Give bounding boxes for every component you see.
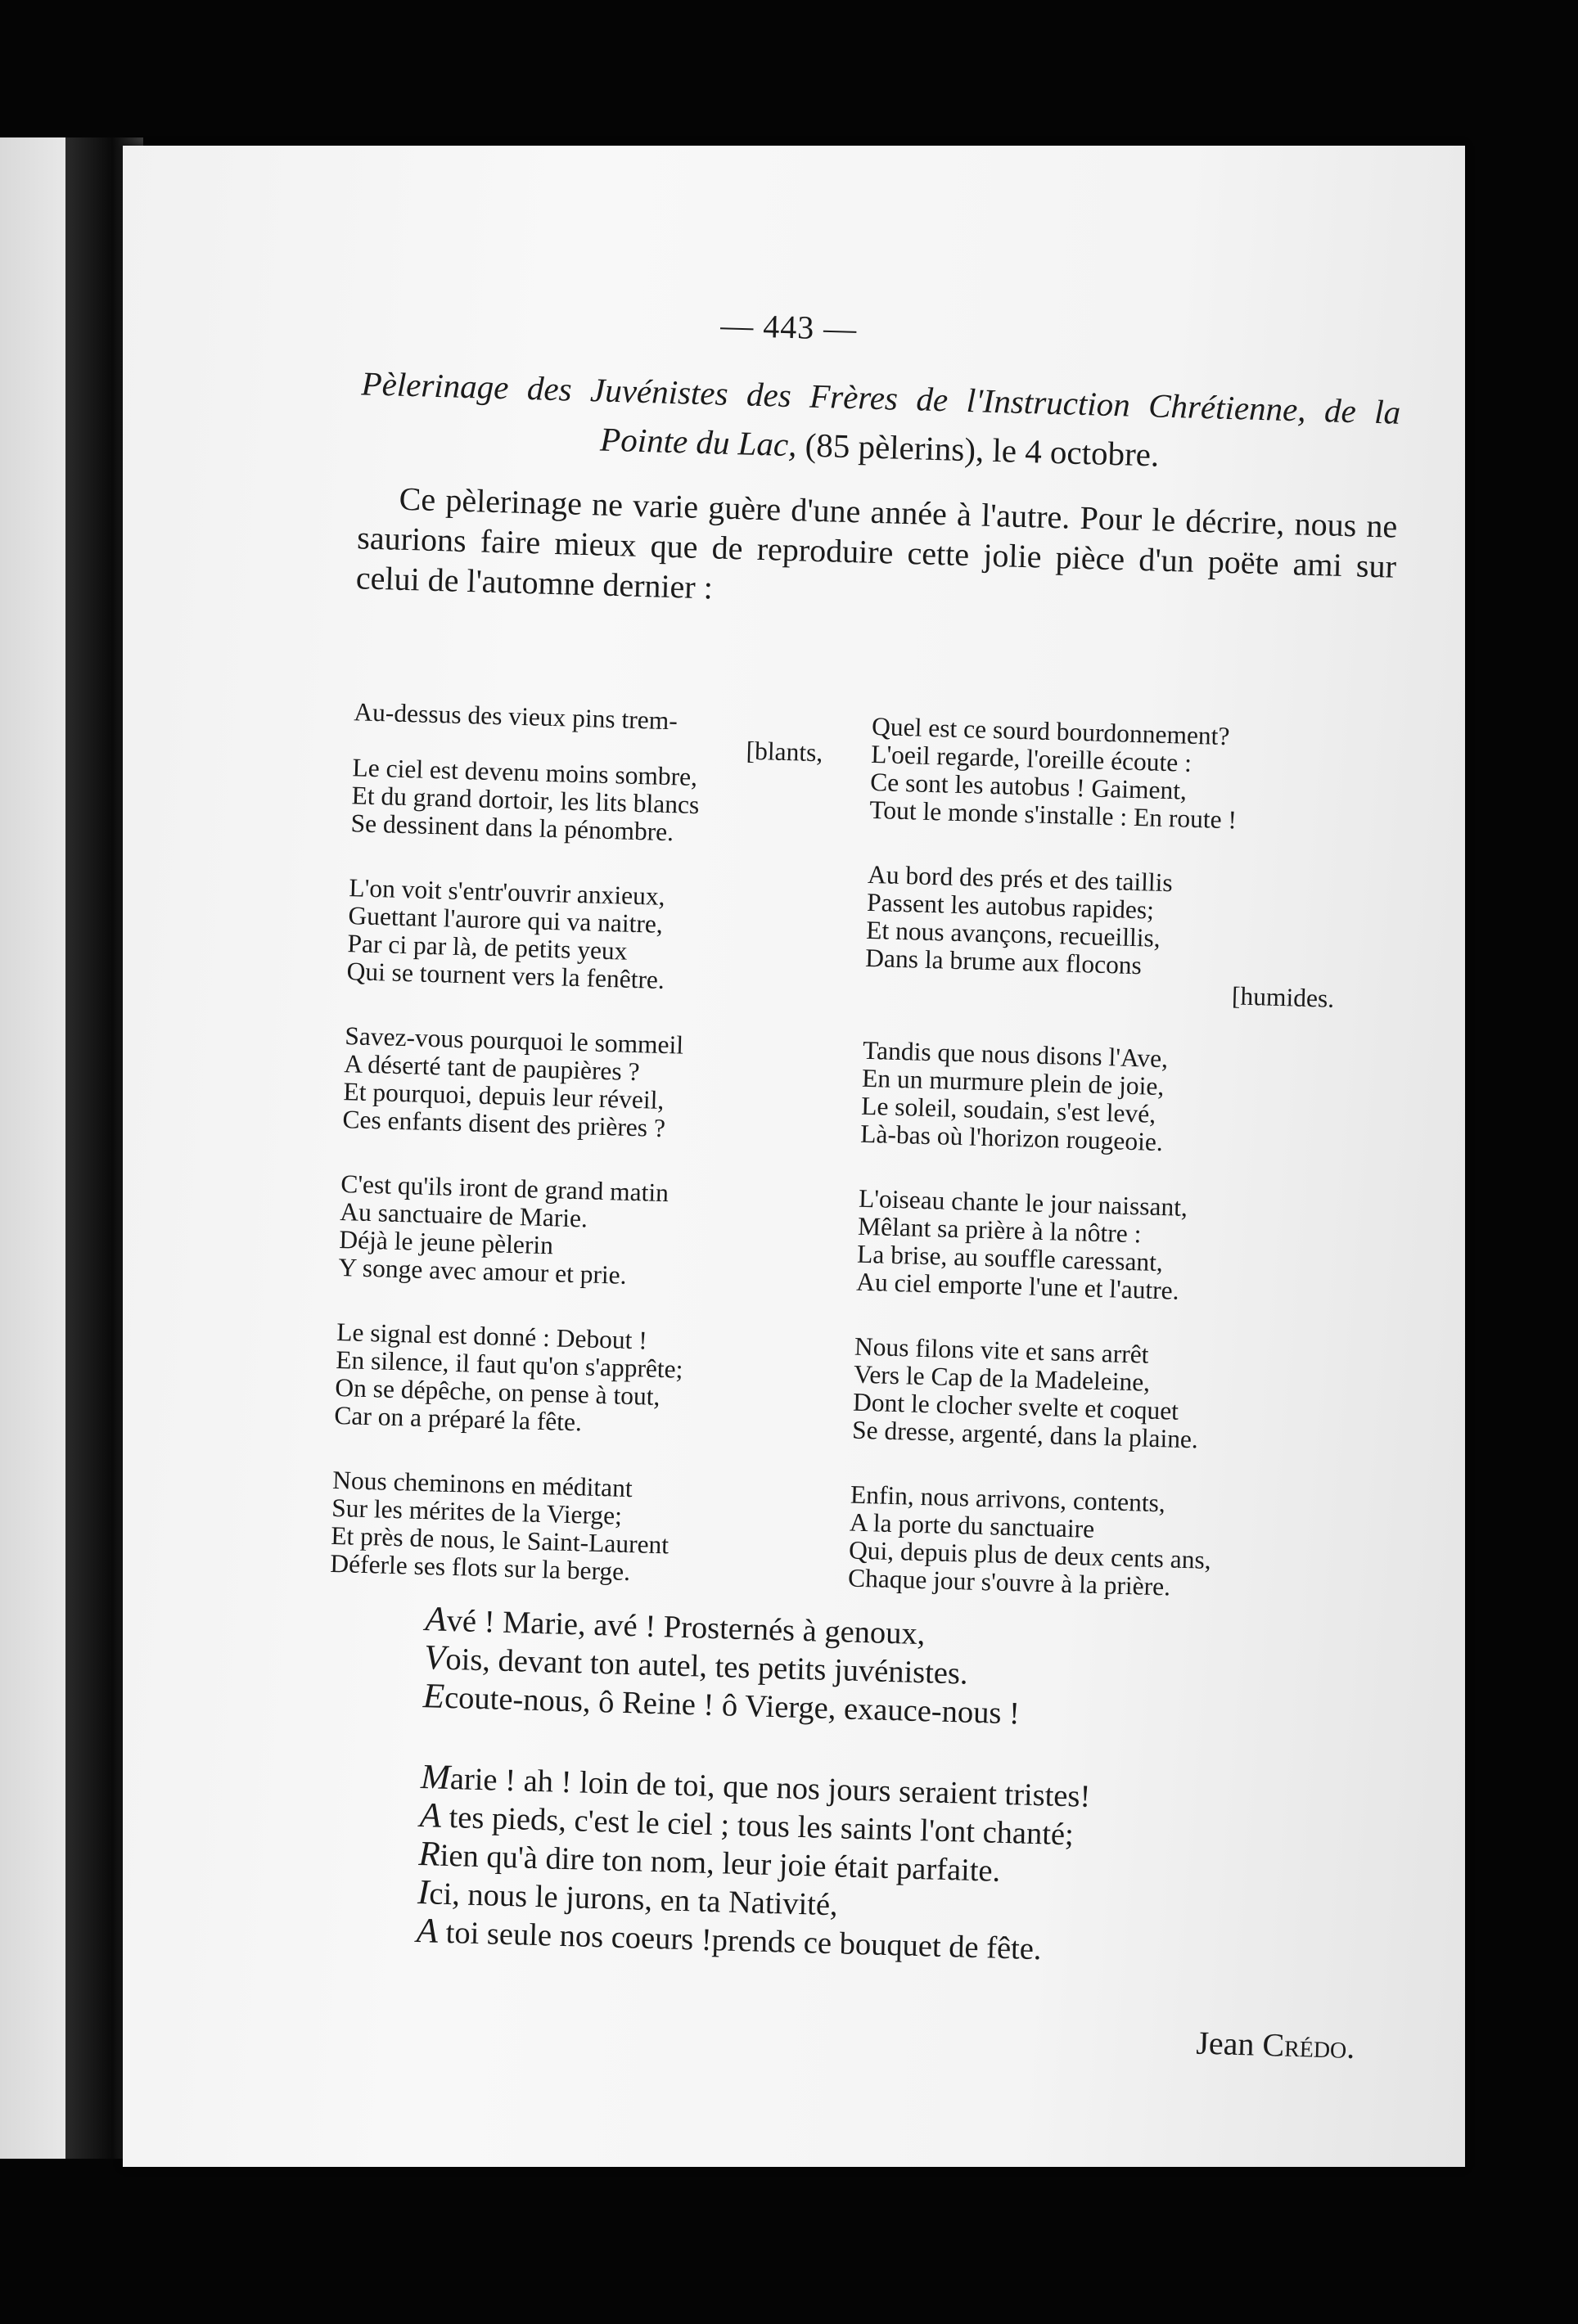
- acrostic-text: coute-nous, ô Reine ! ô Vierge, exauce-nous !: [444, 1680, 1021, 1732]
- poem-line: Au ciel emporte l'une et l'autre.: [855, 1267, 1180, 1305]
- poem-line: Là-bas où l'horizon rougeoie.: [859, 1119, 1164, 1157]
- acrostic-stanza: [416, 1759, 1362, 1977]
- poem-line: Car on a préparé la fête.: [333, 1400, 583, 1437]
- acrostic-initial: R: [417, 1835, 441, 1874]
- poem-stanza: [346, 874, 824, 998]
- poem-line: Chaque jour s'ouvre à la prière.: [847, 1563, 1171, 1601]
- poem-line: En silence, il faut qu'on s'apprête;: [335, 1344, 683, 1384]
- acrostic-text: ois, devant ton autel, tes petits juvénistes.: [444, 1642, 969, 1691]
- poem-stanza: [848, 1481, 1326, 1606]
- poem-line: Tandis que nous disons l'Ave,: [862, 1035, 1169, 1074]
- poem-line: Le soleil, soudain, s'est levé,: [860, 1091, 1156, 1128]
- poem-stanza: [342, 1022, 820, 1146]
- poem-stanza: [350, 698, 829, 850]
- poem-stanza: [330, 1466, 808, 1591]
- poem-line: Qui, depuis plus de deux cents ans,: [848, 1535, 1212, 1574]
- poem-line: Nous filons vite et sans arrêt: [854, 1331, 1149, 1369]
- acrostic-initial: A: [424, 1600, 448, 1639]
- intro-paragraph: Ce pèlerinage ne varie guère d'une année à l'autre. Pour le décrire, nous ne saurions faire mieux que de reproduire cette jolie pièce d'un poëte ami sur celui de l'automne dernier :: [355, 480, 1398, 606]
- acrostic-initial: A: [416, 1911, 439, 1951]
- poem-line: Quel est ce sourd bourdonnement?: [871, 711, 1230, 751]
- page-number: — 443 —: [719, 306, 858, 348]
- poem-line: Et près de nous, le Saint-Laurent: [330, 1520, 670, 1560]
- author-first-name: Jean: [1195, 2024, 1264, 2063]
- poem-acrostic: [415, 1601, 1367, 2020]
- acrostic-text: vé ! Marie, avé ! Prosternés à genoux,: [446, 1603, 926, 1652]
- poem-line: Nous cheminons en méditant: [331, 1465, 633, 1503]
- heading-date: (85 pèlerins), le 4 octobre.: [796, 426, 1160, 474]
- poem-line: Et du grand dortoir, les lits blancs: [351, 781, 700, 820]
- poem-line: Déferle ses flots sur la berge.: [329, 1548, 631, 1587]
- acrostic-initial: M: [420, 1758, 451, 1798]
- acrostic-initial: A: [419, 1796, 442, 1835]
- poem-line: Vers le Cap de la Madeleine,: [853, 1359, 1151, 1397]
- article-heading: [359, 358, 1401, 485]
- acrostic-text: ien qu'à dire ton nom, leur joie était parfaite.: [440, 1838, 1001, 1889]
- poem-line: Au sanctuaire de Marie.: [339, 1197, 588, 1233]
- poem-line: A la porte du sanctuaire: [849, 1507, 1095, 1543]
- poem-line: Au bord des prés et des taillis: [867, 859, 1174, 898]
- poem-line: Ces enfants disent des prières ?: [342, 1105, 666, 1143]
- poem-line: Par ci par là, de petits yeux: [347, 929, 628, 966]
- poem-line: On se dépêche, on pense à tout,: [334, 1372, 661, 1412]
- poem-line: [blants,: [746, 736, 823, 768]
- poem-line: Dans la brume aux flocons: [864, 943, 1143, 980]
- poem-stanza: [334, 1318, 812, 1443]
- poem-line: L'oiseau chante le jour naissant,: [858, 1183, 1188, 1222]
- poem-line: Mêlant sa prière à la nôtre :: [857, 1211, 1142, 1249]
- poem-line: Le ciel est devenu moins sombre,: [352, 753, 698, 792]
- poem-stanza: [864, 861, 1343, 1013]
- poem-line: Et nous avançons, recueillis,: [865, 915, 1161, 953]
- acrostic-text: ci, nous le jurons, en ta Nativité,: [428, 1876, 839, 1923]
- poem-stanza: [860, 1037, 1338, 1161]
- poem-line: La brise, au souffle caressant,: [856, 1239, 1164, 1277]
- poem-line: C'est qu'ils iront de grand matin: [340, 1169, 670, 1208]
- poem-line: Et pourquoi, depuis leur réveil,: [343, 1077, 665, 1115]
- acrostic-text: toi seule nos coeurs !prends ce bouquet de fête.: [437, 1915, 1043, 1967]
- poem-line: Sur les mérites de la Vierge;: [331, 1493, 623, 1530]
- poem-line: Guettant l'aurore qui va naitre,: [348, 901, 664, 939]
- acrostic-initial: I: [417, 1873, 431, 1912]
- page-content: [66, 127, 1464, 2185]
- acrostic-text: tes pieds, c'est le ciel ; tous les saints l'ont chanté;: [440, 1799, 1075, 1853]
- author-last-name: Crédo.: [1261, 2025, 1356, 2066]
- poem-column-right: [846, 713, 1346, 1642]
- poem-line: Se dresse, argenté, dans la plaine.: [851, 1415, 1199, 1454]
- poem-line: Déjà le jeune pèlerin: [338, 1225, 554, 1260]
- poem-line: Tout le monde s'installe : En route !: [868, 795, 1238, 835]
- poem-line: En un murmure plein de joie,: [861, 1063, 1165, 1101]
- poem-line: [humides.: [1231, 981, 1335, 1013]
- poem-line: Le signal est donné : Debout !: [336, 1317, 648, 1355]
- acrostic-initial: E: [422, 1677, 445, 1716]
- acrostic-initial: V: [423, 1638, 447, 1678]
- poem-stanza: [869, 713, 1347, 837]
- heading-italic: Pèlerinage des Juvénistes des Frères de l'Instruction Chrétienne, de la Pointe du Lac,: [361, 364, 1401, 464]
- book-page: [123, 146, 1465, 2167]
- poem-line: Au-dessus des vieux pins trem-: [353, 697, 679, 736]
- author-signature: [839, 2013, 1355, 2066]
- poem-column-left: [329, 698, 829, 1628]
- poem-line: L'on voit s'entr'ouvrir anxieux,: [348, 873, 666, 911]
- poem-line: Dont le clocher svelte et coquet: [852, 1387, 1179, 1425]
- poem-line: Y songe avec amour et prie.: [338, 1253, 628, 1290]
- poem-line: Passent les autobus rapides;: [866, 887, 1155, 925]
- poem-stanza: [338, 1170, 816, 1295]
- poem-line: L'oeil regarde, l'oreille écoute :: [870, 739, 1193, 777]
- poem-stanza: [856, 1185, 1334, 1309]
- poem-line: Enfin, nous arrivons, contents,: [850, 1480, 1166, 1518]
- poem-line: Qui se tournent vers la fenêtre.: [346, 957, 665, 994]
- acrostic-text: arie ! ah ! loin de toi, que nos jours seraient tristes!: [449, 1762, 1091, 1814]
- poem-stanza: [852, 1333, 1330, 1457]
- poem-line: Se dessinent dans la pénombre.: [350, 808, 674, 847]
- poem-line: Ce sont les autobus ! Gaiment,: [869, 767, 1188, 805]
- poem-line: A déserté tant de paupières ?: [343, 1049, 641, 1087]
- poem-line: Savez-vous pourquoi le sommeil: [344, 1021, 684, 1060]
